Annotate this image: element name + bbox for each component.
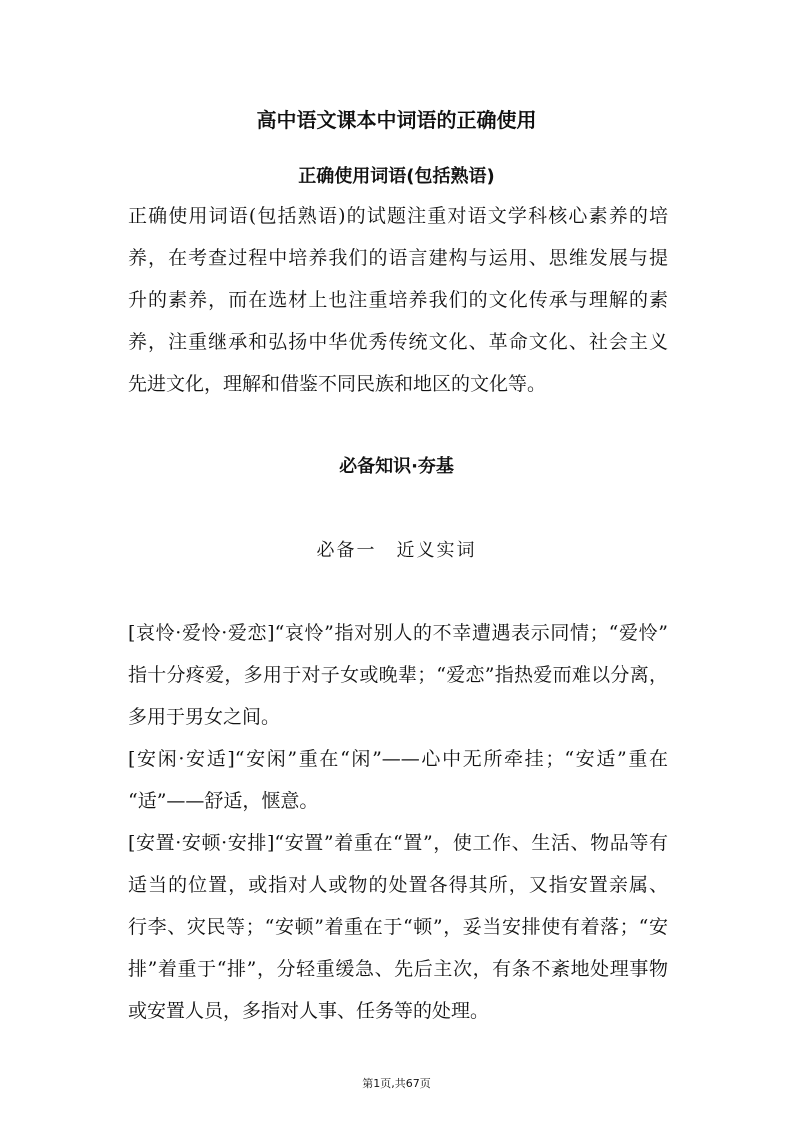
entry-line: [哀怜·爱怜·爱恋]“哀怜”指对别人的不幸遭遇表示同情；“爱怜” [128, 622, 668, 644]
entry-line: 行李、灾民等；“安顿”着重在于“顿”，妥当安排使有着落；“安 [128, 916, 668, 938]
text-line: 养，在考查过程中培养我们的语言建构与运用、思维发展与提 [128, 247, 668, 269]
document-title: 高中语文课本中词语的正确使用 [256, 108, 537, 132]
entry-line: 指十分疼爱，多用于对子女或晚辈；“爱恋”指热爱而难以分离， [128, 664, 668, 686]
document-subtitle: 正确使用词语(包括熟语) [298, 166, 495, 187]
entry-line: 适当的位置，或指对人或物的处置各得其所，又指安置亲属、 [128, 874, 668, 896]
entry-line: [安闲·安适]“安闲”重在“闲”——心中无所牵挂；“安适”重在 [128, 748, 668, 770]
text-line: 养，注重继承和弘扬中华优秀传统文化、革命文化、社会主义 [128, 331, 668, 353]
entry-line: 排”着重于“排”，分轻重缓急、先后主次，有条不紊地处理事物 [128, 958, 668, 980]
entry-line: [安置·安顿·安排]“安置”着重在“置”，使工作、生活、物品等有 [128, 832, 668, 854]
entry-line: “适”——舒适，惬意。 [128, 790, 319, 812]
section-heading: 必备知识·夯基 [339, 456, 454, 477]
entry-line: 或安置人员，多指对人事、任务等的处理。 [128, 1000, 490, 1022]
text-line: 升的素养，而在选材上也注重培养我们的文化传承与理解的素 [128, 289, 668, 311]
text-line: 先进文化，理解和借鉴不同民族和地区的文化等。 [128, 373, 547, 395]
entry-line: 多用于男女之间。 [128, 706, 281, 728]
subsection-heading: 必备一 近义实词 [316, 540, 477, 561]
text-line: 正确使用词语(包括熟语)的试题注重对语文学科核心素养的培 [128, 205, 668, 227]
page-number: 第1页,共67页 [362, 1077, 431, 1090]
